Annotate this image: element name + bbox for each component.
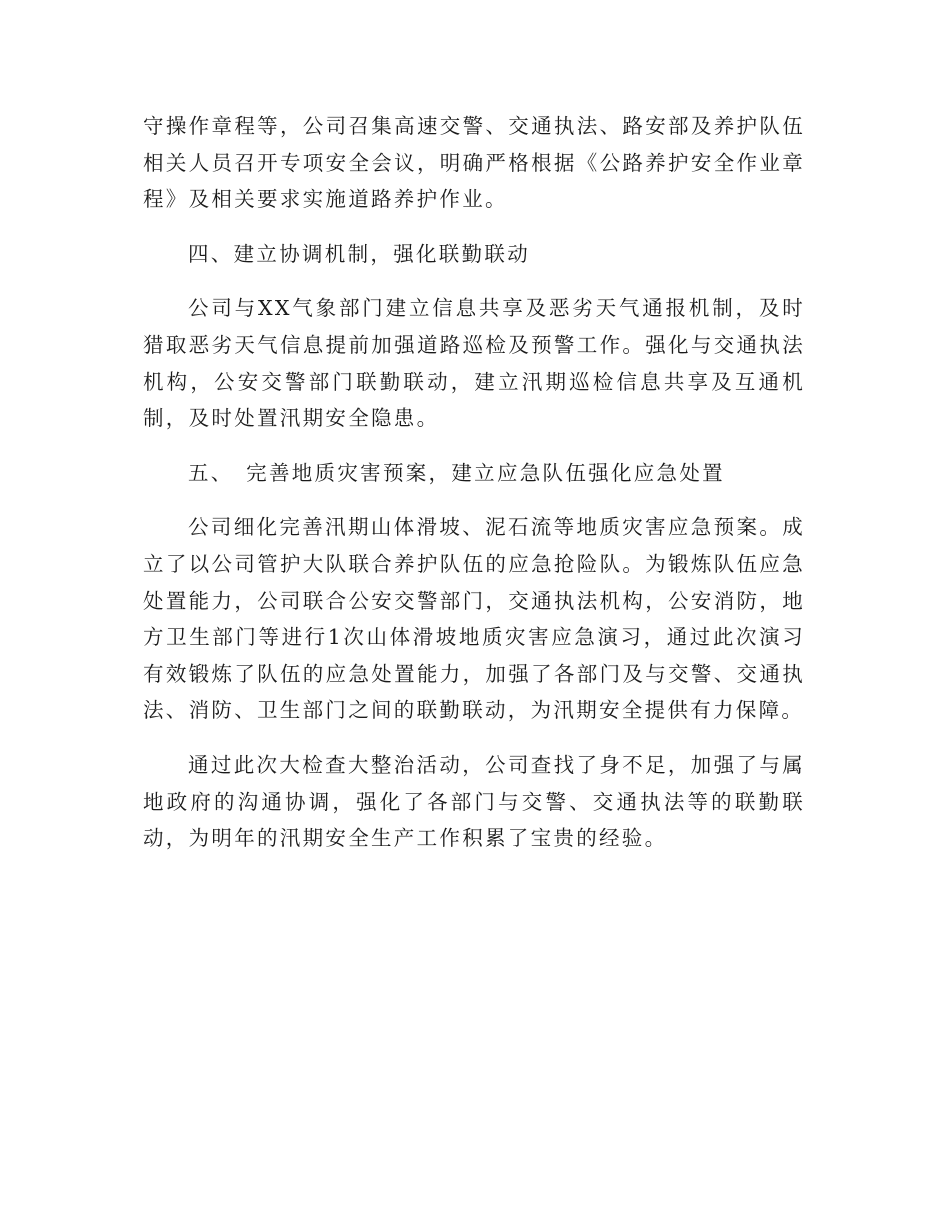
section-heading-4: 四、建立协调机制，强化联勤联动 xyxy=(188,241,530,266)
paragraph-safety-meeting: 守操作章程等，公司召集高速交警、交通执法、路安部及养护队伍相关人员召开专项安全会议，明确严格根据《公路养护安全作业章程》及相关要求实施道路养护作业。 xyxy=(143,114,805,212)
section-heading-5: 五、 完善地质灾害预案，建立应急队伍强化应急处置 xyxy=(188,460,725,485)
paragraph-coordination: 公司与XX气象部门建立信息共享及恶劣天气通报机制，及时猎取恶劣天气信息提前加强道路巡检及预警工作。强化与交通执法机构，公安交警部门联勤联动，建立汛期巡检信息共享及互通机制，及时处置汛期安全隐患。 xyxy=(143,296,805,431)
paragraph-conclusion: 通过此次大检查大整治活动，公司查找了身不足，加强了与属地政府的沟通协调，强化了各部门与交警、交通执法等的联勤联动，为明年的汛期安全生产工作积累了宝贵的经验。 xyxy=(143,752,805,851)
paragraph-emergency-plan: 公司细化完善汛期山体滑坡、泥石流等地质灾害应急预案。成立了以公司管护大队联合养护队伍的应急抢险队。为锻炼队伍应急处置能力，公司联合公安交警部门，交通执法机构，公安消防，地方卫生部门等进行1次山体滑坡地质灾害应急演习，通过此次演习有效锻炼了队伍的应急处置能力，加强了各部门及与交警、交通执法、消防、卫生部门之间的联勤联动，为汛期安全提供有力保障。 xyxy=(143,515,805,723)
document-body xyxy=(143,108,805,875)
